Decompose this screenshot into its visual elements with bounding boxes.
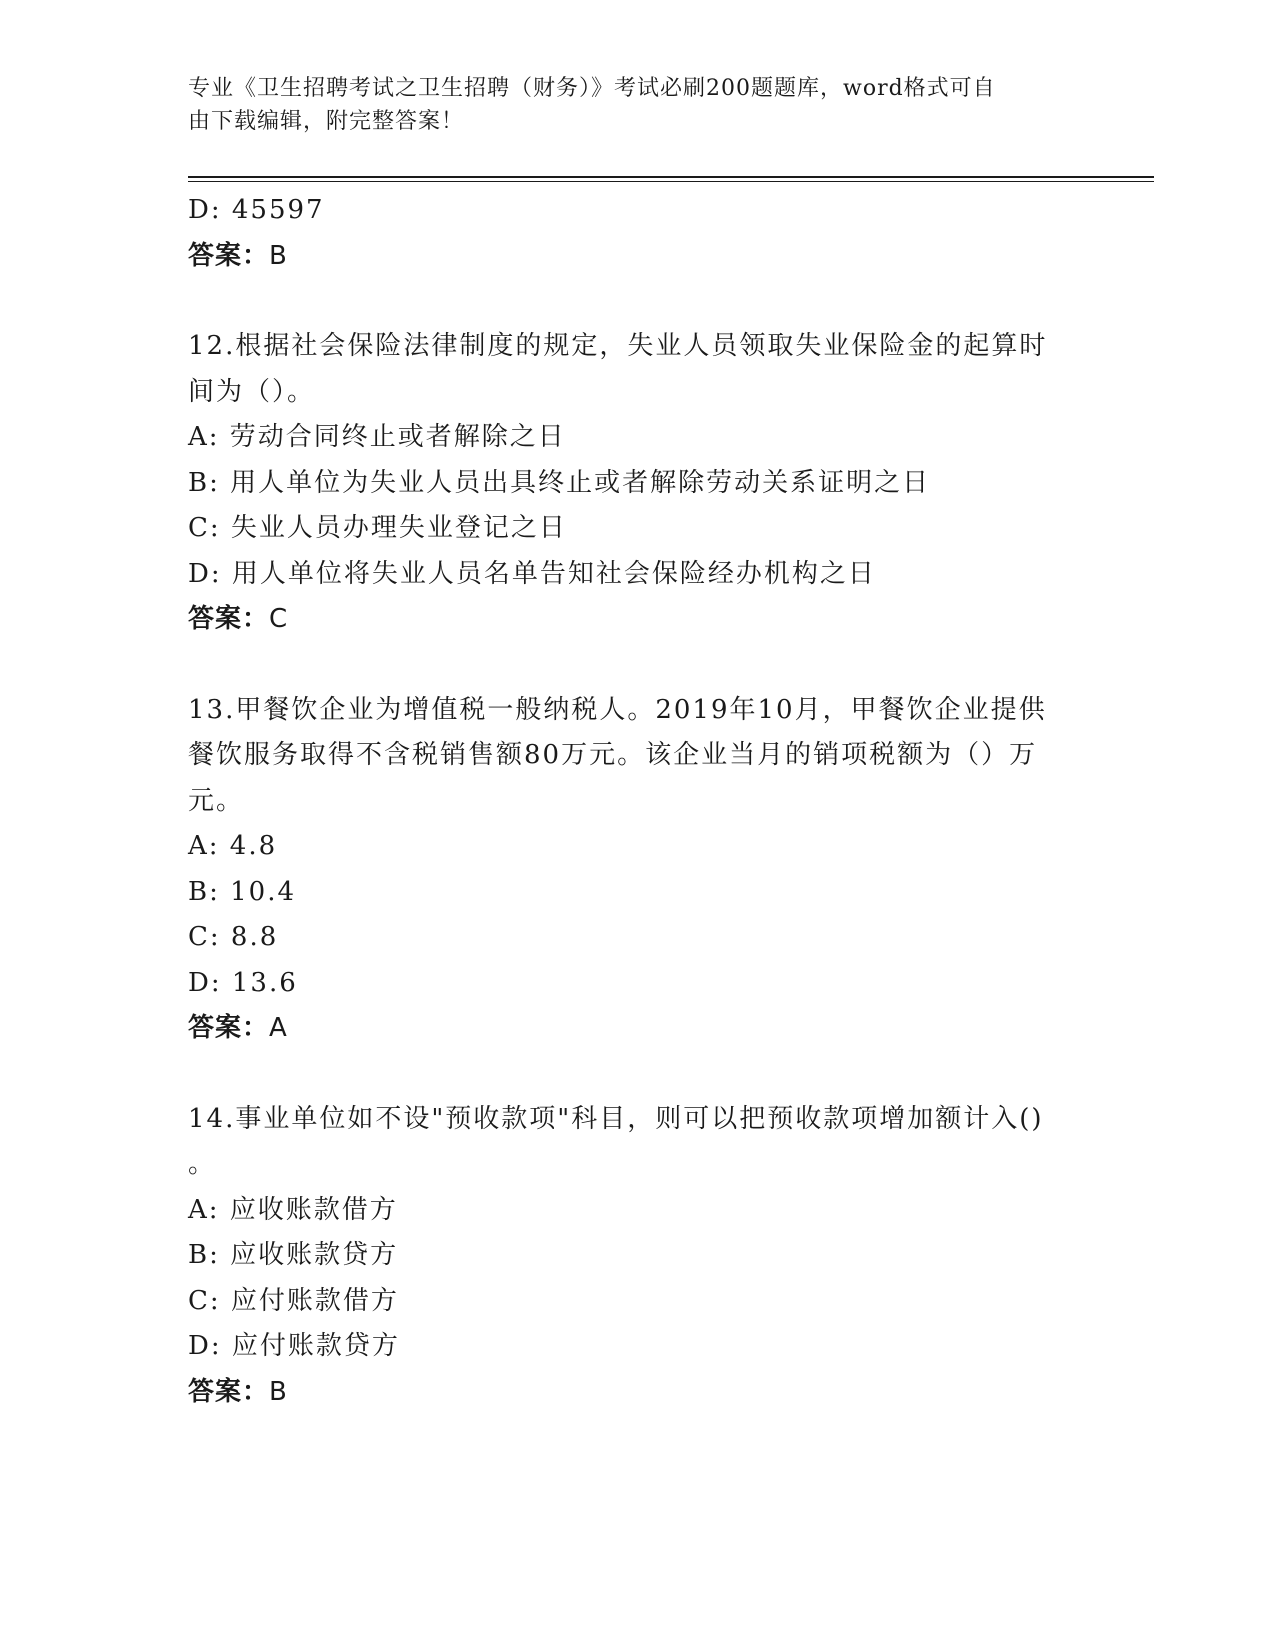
question-stem-line: 13.甲餐饮企业为增值税一般纳税人。2019年10月，甲餐饮企业提供 [188,694,1047,725]
answer-line [188,1370,1068,1416]
spacer [188,643,1068,688]
header-rule-thin [188,181,1154,182]
option-c: C: 8.8 [188,922,279,952]
question-stem-line: 。 [188,1149,217,1179]
option-b: B: 10.4 [188,876,297,907]
answer-line [188,1006,1068,1052]
question-stem-line: 餐饮服务取得不含税销售额80万元。该企业当月的销项税额为（）万 [188,740,1038,770]
option-d: D: 应付账款贷方 [188,1331,400,1361]
prev-answer [188,234,1068,280]
answer-line [188,597,1068,643]
question-block-12 [188,324,1068,643]
question-content [188,188,1068,1415]
spacer [188,1052,1068,1097]
option-b: B: 用人单位为失业人员出具终止或者解除劳动关系证明之日 [188,467,931,498]
option-c: C: 失业人员办理失业登记之日 [188,513,567,543]
answer-label: 答案： [188,604,270,634]
header-rule-thick [188,176,1154,178]
option-c: C: 应付账款借方 [188,1285,399,1316]
header-line-1: 专业《卫生招聘考试之卫生招聘（财务）》考试必刷200题题库，word格式可自 [188,76,996,101]
option-b: B: 应收账款贷方 [188,1240,399,1270]
page-header [188,72,1068,138]
question-stem-line: 间为（）。 [188,376,316,407]
question-stem-line: 12.根据社会保险法律制度的规定，失业人员领取失业保险金的起算时 [188,331,1048,361]
question-block-13 [188,688,1068,1052]
prev-option-d: D: 45597 [188,195,325,225]
option-a: A: 劳动合同终止或者解除之日 [188,422,566,452]
answer-label: 答案： [188,1013,270,1043]
answer-value: A [269,1013,288,1043]
answer-value: B [269,1376,288,1407]
option-a: A: 4.8 [188,831,278,861]
option-a: A: 应收账款借方 [188,1194,398,1225]
question-stem-line: 元。 [188,785,245,816]
spacer [188,279,1068,324]
option-d: D: 用人单位将失业人员名单告知社会保险经办机构之日 [188,558,876,589]
question-stem-line: 14.事业单位如不设"预收款项"科目，则可以把预收款项增加额计入() [188,1103,1044,1134]
header-line-2: 由下载编辑，附完整答案！ [188,109,465,134]
option-d: D: 13.6 [188,967,298,998]
answer-value: B [269,240,288,271]
question-block-14 [188,1097,1068,1416]
answer-label: 答案： [188,1376,270,1407]
answer-label: 答案： [188,240,270,271]
answer-value: C [269,604,289,634]
